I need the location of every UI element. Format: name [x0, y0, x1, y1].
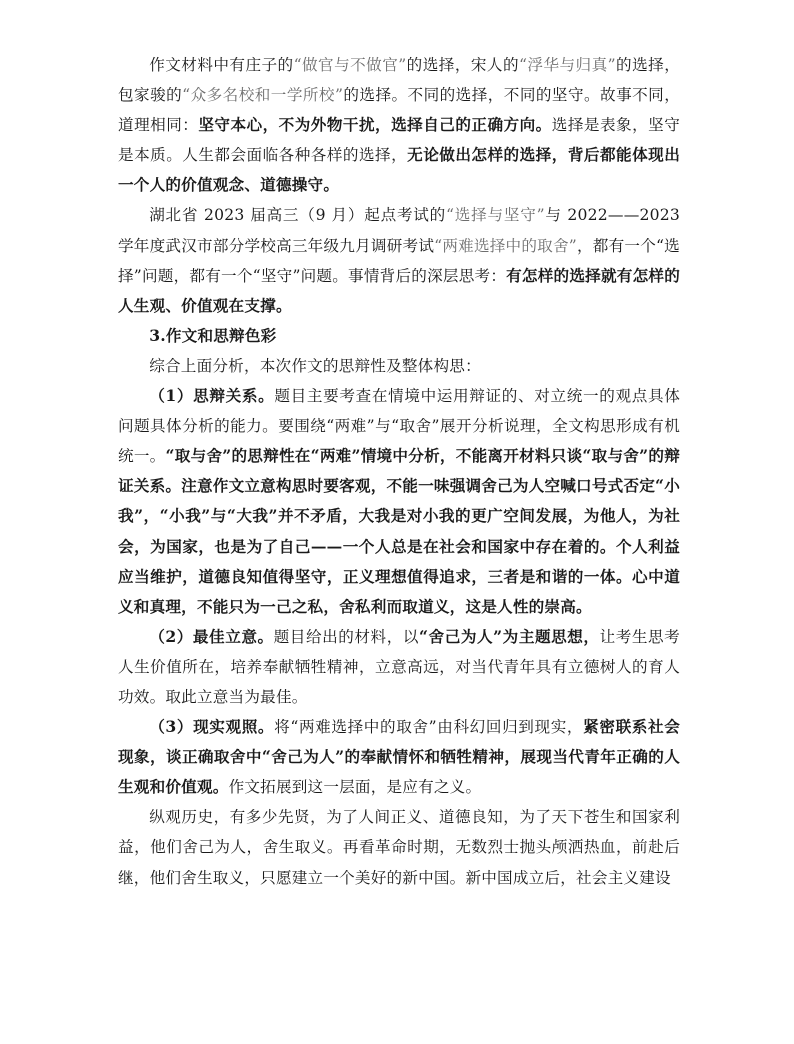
text-run: 让考生思考人生价值所在，培养奉献牺牲精神，立意高远，对当代青年具有立德树人的育人功效。取此立意当为最佳。 [118, 627, 680, 706]
text-run: 纵观历史，有多少先贤，为了人间正义、道德良知，为了天下苍生和国家利益，他们舍己为人，舍生取义。再看革命时期，无数烈士抛头颅洒热血，前赴后继，他们舍生取义，只愿建立一个美好的新中国。新中国成立后，社会主义建设 [118, 808, 680, 887]
text-run: 的选择，包家骏的 [118, 56, 680, 105]
quoted-text-run: “两难选择中的取舍” [434, 236, 577, 255]
bold-text-run: （3）现实观照。 [149, 717, 275, 737]
bold-text-run: “舍己为人”为主题思想， [419, 626, 600, 646]
quoted-text-run: “浮华与归真” [519, 56, 616, 74]
section-heading-3 [118, 321, 680, 351]
bold-text-run: 无论做出怎样的选择，背后都能体现出一个人的价值观念、道德操守。 [118, 145, 680, 195]
text-run: 选择是表象，坚守是本质。人生都会面临各种各样的选择， [118, 116, 680, 165]
text-run: 3.作文和思辩色彩 [149, 325, 277, 345]
text-run: 的选择，宋人的 [406, 56, 519, 74]
document-body [118, 50, 680, 893]
text-run: ，都有一个“选择”问题，都有一个“坚守”问题。事情背后的深层思考： [118, 236, 680, 285]
para-point-2 [118, 622, 680, 712]
text-run: 题目主要考查在情境中运用辩证的、对立统一的观点具体问题具体分析的能力。要围绕“两难”与“取舍”展开分析说理，全文构思形成有机统一。 [118, 387, 680, 466]
text-run: 作文材料中有庄子的 [149, 56, 294, 74]
para-overall-idea [118, 351, 680, 381]
text-run: 与 2022——2023 学年度武汉市部分学校高三年级九月调研考试 [118, 206, 680, 255]
bold-text-run: （2）最佳立意。 [149, 626, 274, 646]
quoted-text-run: “选择与坚守” [446, 206, 545, 225]
bold-text-run: “取与舍”的思辩性在“两难”情境中分析，不能离开材料只谈“取与舍”的辩证关系。注意作文立意构思时要客观，不能一味强调舍己为人空喊口号式否定“小我”，“小我”与“大我”并不矛盾，大我是对小我的更广空间发展，为他人，为社会，为国家，也是为了自己——一个人总是在社会和国家中存在着的。个人利益应当维护，道德良知值得坚守，正义理想值得追求，三者是和谐的一体。心中道义和真理，不能只为一己之私，舍私利而取道义，这是人性的崇高。 [118, 446, 680, 616]
para-choices-summary [118, 50, 680, 200]
text-run: 的选择。不同的选择，不同的坚守。故事不同，道理相同： [118, 86, 680, 135]
text-run: 综合上面分析，本次作文的思辩性及整体构思： [149, 356, 481, 375]
text-run: 湖北省 2023 届高三（9 月）起点考试的 [149, 206, 447, 225]
para-history [118, 802, 680, 892]
bold-text-run: 紧密联系社会现象，谈正确取舍中“舍己为人”的奉献情怀和牺牲精神，展现当代青年正确的人生观和价值观。 [118, 717, 680, 797]
text-run: 题目给出的材料，以 [273, 627, 420, 646]
bold-text-run: 有怎样的选择就有怎样的人生观、价值观在支撑。 [118, 265, 680, 315]
bold-text-run: 坚守本心，不为外物干扰，选择自己的正确方向。 [198, 115, 552, 135]
quoted-text-run: “众多名校和一学所校” [182, 86, 344, 105]
bold-text-run: （1）思辩关系。 [149, 386, 275, 406]
text-run: 作文拓展到这一层面，是应有之义。 [228, 778, 482, 797]
para-exam-comparison [118, 200, 680, 320]
para-point-3 [118, 712, 680, 802]
text-run: 将“两难选择中的取舍”由科幻回归到现实， [274, 718, 584, 737]
para-point-1 [118, 381, 680, 622]
quoted-text-run: “做官与不做官” [293, 56, 407, 74]
